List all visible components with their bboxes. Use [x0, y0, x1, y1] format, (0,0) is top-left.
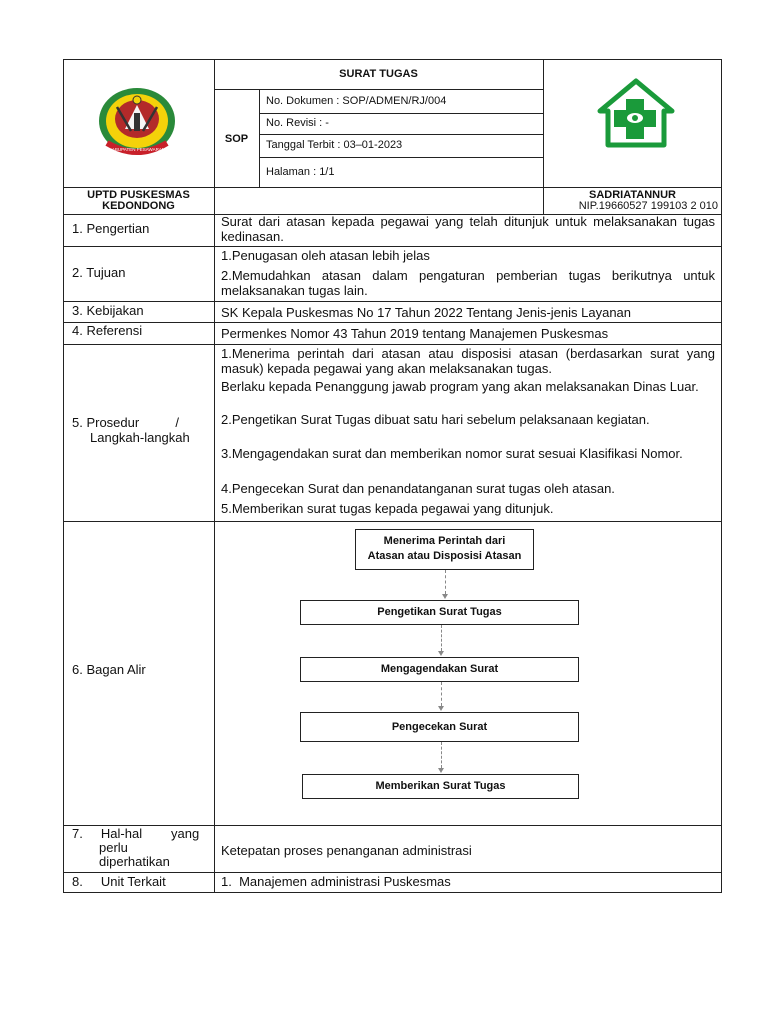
flow-step-label: Pengecekan Surat [391, 720, 488, 733]
tujuan-item: 2.Memudahkan atasan dalam pengaturan pemberian tugas berikutnya untuk melaksanakan tugas lain. [221, 268, 715, 298]
document-title: SURAT TUGAS [339, 68, 418, 80]
row-line [63, 521, 722, 522]
flow-arrow [441, 625, 442, 651]
meta-line [259, 113, 543, 114]
bagan-alir-label: 6. Bagan Alir [72, 662, 146, 677]
prosedur-step: 3.Mengagendakan surat dan memberikan nomor surat sesuai Klasifikasi Nomor. [221, 446, 683, 461]
flow-step-3 [300, 657, 579, 682]
doc-number: No. Dokumen : SOP/ADMEN/RJ/004 [266, 95, 447, 107]
flow-step-label: Menerima Perintah dari Atasan atau Disposisi Atasan [367, 535, 522, 562]
flow-step-2 [300, 600, 579, 625]
referensi-text: Permenkes Nomor 43 Tahun 2019 tentang Manajemen Puskesmas [221, 326, 609, 341]
column-divider [214, 59, 215, 893]
flow-arrowhead [438, 651, 444, 656]
flow-arrowhead [438, 706, 444, 711]
flow-arrowhead [442, 594, 448, 599]
prosedur-step: Berlaku kepada Penanggung jawab program yang akan melaksanakan Dinas Luar. [221, 379, 699, 394]
referensi-label: 4. Referensi [72, 323, 143, 338]
row-line [63, 872, 722, 873]
revision-number: No. Revisi : - [266, 117, 329, 129]
org-name-line2: KEDONDONG [102, 200, 175, 212]
prosedur-label-line2: Langkah-langkah [90, 430, 190, 445]
header-bottom-line [63, 187, 722, 188]
flow-arrow [441, 742, 442, 768]
row-line [63, 344, 722, 345]
emblem-banner-text: KABUPATEN PESAWARAN [108, 147, 166, 152]
flow-arrow [441, 682, 442, 706]
sop-divider [259, 89, 260, 187]
hal-hal-label-line1: 7. Hal-hal yang [72, 826, 200, 841]
hal-hal-label-line3: diperhatikan [99, 854, 170, 869]
row-line [63, 246, 722, 247]
document-frame [63, 59, 722, 893]
flow-arrowhead [438, 768, 444, 773]
regency-emblem-logo [95, 85, 180, 160]
unit-terkait-label: 8. Unit Terkait [72, 874, 166, 889]
flow-step-4 [300, 712, 579, 742]
flow-step-1 [355, 529, 534, 570]
org-name-line1: UPTD PUSKESMAS [87, 189, 190, 201]
signer-nip: NIP.19660527 199103 2 010 [578, 200, 718, 212]
kebijakan-text: SK Kepala Puskesmas No 17 Tahun 2022 Tentang Jenis-jenis Layanan [221, 305, 632, 320]
issue-date: Tanggal Terbit : 03–01-2023 [266, 139, 403, 151]
row-line [63, 301, 722, 302]
page-number: Halaman : 1/1 [266, 166, 335, 178]
meta-line [259, 134, 543, 135]
flow-arrow [445, 570, 446, 594]
flow-step-label: Pengetikan Surat Tugas [377, 606, 502, 618]
signer-name: SADRIATANNUR [589, 189, 676, 201]
meta-line [259, 157, 543, 158]
kebijakan-label: 3. Kebijakan [72, 303, 144, 318]
flow-step-5 [302, 774, 579, 799]
pengertian-label: 1. Pengertian [72, 221, 150, 236]
sop-label: SOP [224, 133, 249, 145]
prosedur-step: 4.Pengecekan Surat dan penandatanganan surat tugas oleh atasan. [221, 481, 615, 496]
unit-terkait-text: 1. Manajemen administrasi Puskesmas [221, 874, 451, 889]
tujuan-label: 2. Tujuan [72, 265, 126, 280]
row-line [63, 322, 722, 323]
tujuan-item: 1.Penugasan oleh atasan lebih jelas [221, 248, 430, 263]
prosedur-step: 5.Memberikan surat tugas kepada pegawai yang ditunjuk. [221, 501, 554, 516]
prosedur-step: 1.Menerima perintah dari atasan atau disposisi atasan (berdasarkan surat yang masuk) kepada pegawai yang akan melaksanakan tugas. [221, 346, 715, 376]
pengertian-text: Surat dari atasan kepada pegawai yang telah ditunjuk untuk melaksanakan tugas kedinasan. [221, 214, 715, 244]
flow-step-label: Memberikan Surat Tugas [375, 780, 506, 792]
prosedur-label-line1: 5. Prosedur / [72, 415, 179, 430]
prosedur-step: 2.Pengetikan Surat Tugas dibuat satu hari sebelum pelaksanaan kegiatan. [221, 412, 650, 427]
hal-hal-text: Ketepatan proses penanganan administrasi [221, 843, 472, 858]
title-underline [214, 89, 543, 90]
puskesmas-logo [596, 77, 676, 149]
hal-hal-label-line2: perlu [99, 840, 128, 855]
flow-step-label: Mengagendakan Surat [380, 663, 499, 675]
